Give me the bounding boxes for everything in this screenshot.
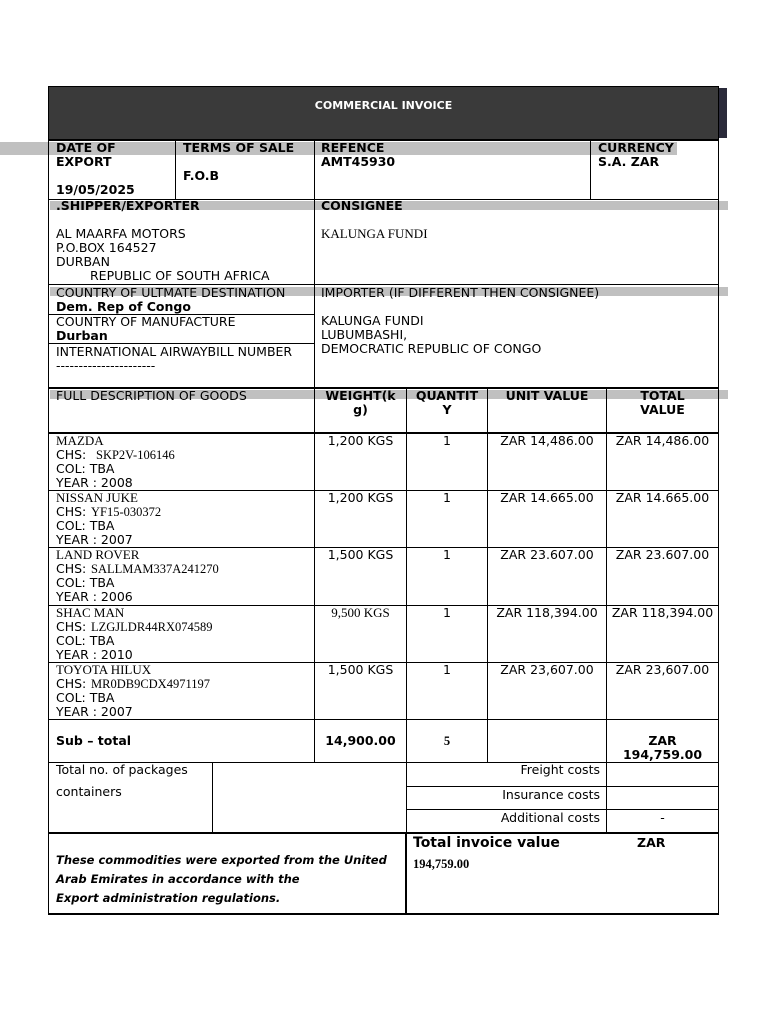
importer-line: LUBUMBASHI,: [321, 327, 408, 342]
goods-weight: 1,500 KGS: [327, 662, 394, 677]
subtotal-label: Sub – total: [56, 733, 132, 748]
goods-chs: YF15-030372: [91, 505, 162, 519]
importer-label: IMPORTER (IF DIFFERENT THEN CONSIGNEE): [321, 285, 600, 300]
goods-qty: 1: [443, 433, 451, 448]
subtotal-total-l2: 194,759.00: [622, 747, 703, 762]
export-note-line: These commodities were exported from the United: [56, 853, 387, 867]
goods-col: COL: TBA: [56, 690, 115, 705]
goods-unit-value: ZAR 23,607.00: [500, 662, 594, 677]
goods-name: NISSAN JUKE: [56, 490, 138, 505]
shipper-label: .SHIPPER/EXPORTER: [56, 198, 200, 213]
goods-chs-label: CHS:: [56, 561, 87, 576]
insurance-costs-label: Insurance costs: [502, 787, 600, 802]
goods-name: MAZDA: [56, 433, 104, 448]
total-invoice-currency: ZAR: [637, 835, 666, 850]
goods-year: YEAR : 2008: [56, 475, 133, 490]
currency-label: CURRENCY: [598, 140, 674, 155]
goods-col: COL: TBA: [56, 633, 115, 648]
goods-col: COL: TBA: [56, 518, 115, 533]
col-header-total-l2: VALUE: [640, 402, 685, 417]
goods-weight: 1,200 KGS: [327, 433, 394, 448]
currency-value: S.A. ZAR: [598, 154, 660, 169]
terms-of-sale-value: F.O.B: [183, 168, 220, 183]
goods-qty: 1: [443, 605, 451, 620]
importer-line: KALUNGA FUNDI: [321, 313, 424, 328]
title-bar: [48, 86, 719, 140]
col-header-total: TOTAL: [640, 388, 685, 403]
goods-chs: SKP2V-106146: [96, 448, 175, 462]
destination-label: COUNTRY OF ULTMATE DESTINATION: [56, 285, 286, 300]
goods-unit-value: ZAR 118,394.00: [496, 605, 598, 620]
manufacture-value: Durban: [56, 328, 108, 343]
subtotal-qty: 5: [443, 734, 451, 748]
goods-total-value: ZAR 14,486.00: [615, 433, 710, 448]
invoice-title: COMMERCIAL INVOICE: [314, 99, 453, 112]
goods-qty: 1: [443, 662, 451, 677]
goods-year: YEAR : 2007: [56, 532, 133, 547]
goods-qty: 1: [443, 490, 451, 505]
shipper-line: REPUBLIC OF SOUTH AFRICA: [90, 268, 270, 283]
goods-chs-label: CHS:: [56, 504, 87, 519]
date-of-export-value: 19/05/2025: [56, 182, 135, 197]
packages-label: Total no. of packages: [56, 762, 188, 777]
terms-of-sale-label: TERMS OF SALE: [183, 140, 295, 155]
goods-chs-label: CHS:: [56, 676, 87, 691]
goods-name: LAND ROVER: [56, 547, 140, 562]
total-invoice-label: Total invoice value: [413, 835, 560, 851]
goods-total-value: ZAR 23.607.00: [615, 547, 710, 562]
export-note-line: Export administration regulations.: [56, 891, 281, 905]
goods-qty: 1: [443, 547, 451, 562]
goods-total-value: ZAR 118,394.00: [611, 605, 714, 620]
date-of-export-label-l2: EXPORT: [56, 154, 112, 169]
goods-chs-label: CHS:: [56, 447, 87, 462]
export-note-line: Arab Emirates in accordance with the: [56, 872, 300, 886]
goods-weight: 1,200 KGS: [327, 490, 394, 505]
col-header-unit-value: UNIT VALUE: [505, 388, 589, 403]
col-header-description: FULL DESCRIPTION OF GOODS: [56, 388, 247, 403]
airwaybill-value: ----------------------: [56, 358, 156, 373]
containers-label: containers: [56, 784, 122, 799]
importer-line: DEMOCRATIC REPUBLIC OF CONGO: [321, 341, 542, 356]
shipper-line: AL MAARFA MOTORS: [56, 226, 186, 241]
col-header-quantity-l2: Y: [442, 402, 452, 417]
date-of-export-label-l1: DATE OF: [56, 140, 116, 155]
additional-costs-value: -: [660, 810, 665, 825]
goods-name: SHAC MAN: [56, 605, 125, 620]
goods-year: YEAR : 2007: [56, 704, 133, 719]
goods-total-value: ZAR 14.665.00: [615, 490, 710, 505]
reference-value: AMT45930: [321, 154, 396, 169]
goods-name: TOYOTA HILUX: [56, 662, 152, 677]
destination-value: Dem. Rep of Congo: [56, 299, 191, 314]
goods-col: COL: TBA: [56, 575, 115, 590]
total-invoice-value: 194,759.00: [413, 857, 470, 871]
freight-costs-label: Freight costs: [520, 762, 600, 777]
shipper-line: P.O.BOX 164527: [56, 240, 157, 255]
col-header-weight-l2: g): [353, 402, 368, 417]
goods-chs: LZGJLDR44RX074589: [91, 620, 213, 634]
col-header-quantity: QUANTIT: [415, 388, 479, 403]
goods-weight: 9,500 KGS: [331, 605, 390, 620]
manufacture-label: COUNTRY OF MANUFACTURE: [56, 314, 236, 329]
subtotal-total: ZAR: [648, 733, 677, 748]
shipper-line: DURBAN: [56, 254, 110, 269]
goods-weight: 1,500 KGS: [327, 547, 394, 562]
goods-unit-value: ZAR 14.665.00: [500, 490, 594, 505]
goods-year: YEAR : 2010: [56, 647, 133, 662]
additional-costs-label: Additional costs: [500, 810, 600, 825]
goods-col: COL: TBA: [56, 461, 115, 476]
goods-year: YEAR : 2006: [56, 589, 133, 604]
title-bar-shadow: [719, 88, 727, 138]
goods-chs: SALLMAM337A241270: [91, 562, 219, 576]
consignee-label: CONSIGNEE: [321, 198, 403, 213]
airwaybill-label: INTERNATIONAL AIRWAYBILL NUMBER: [56, 344, 293, 359]
goods-chs-label: CHS:: [56, 619, 87, 634]
goods-chs: MR0DB9CDX4971197: [91, 677, 210, 691]
goods-unit-value: ZAR 14,486.00: [500, 433, 594, 448]
col-header-weight: WEIGHT(k: [325, 388, 396, 403]
subtotal-weight: 14,900.00: [325, 733, 396, 748]
consignee-name: KALUNGA FUNDI: [321, 226, 428, 241]
goods-unit-value: ZAR 23.607.00: [500, 547, 594, 562]
reference-label: REFENCE: [321, 140, 385, 155]
goods-total-value: ZAR 23,607.00: [615, 662, 710, 677]
